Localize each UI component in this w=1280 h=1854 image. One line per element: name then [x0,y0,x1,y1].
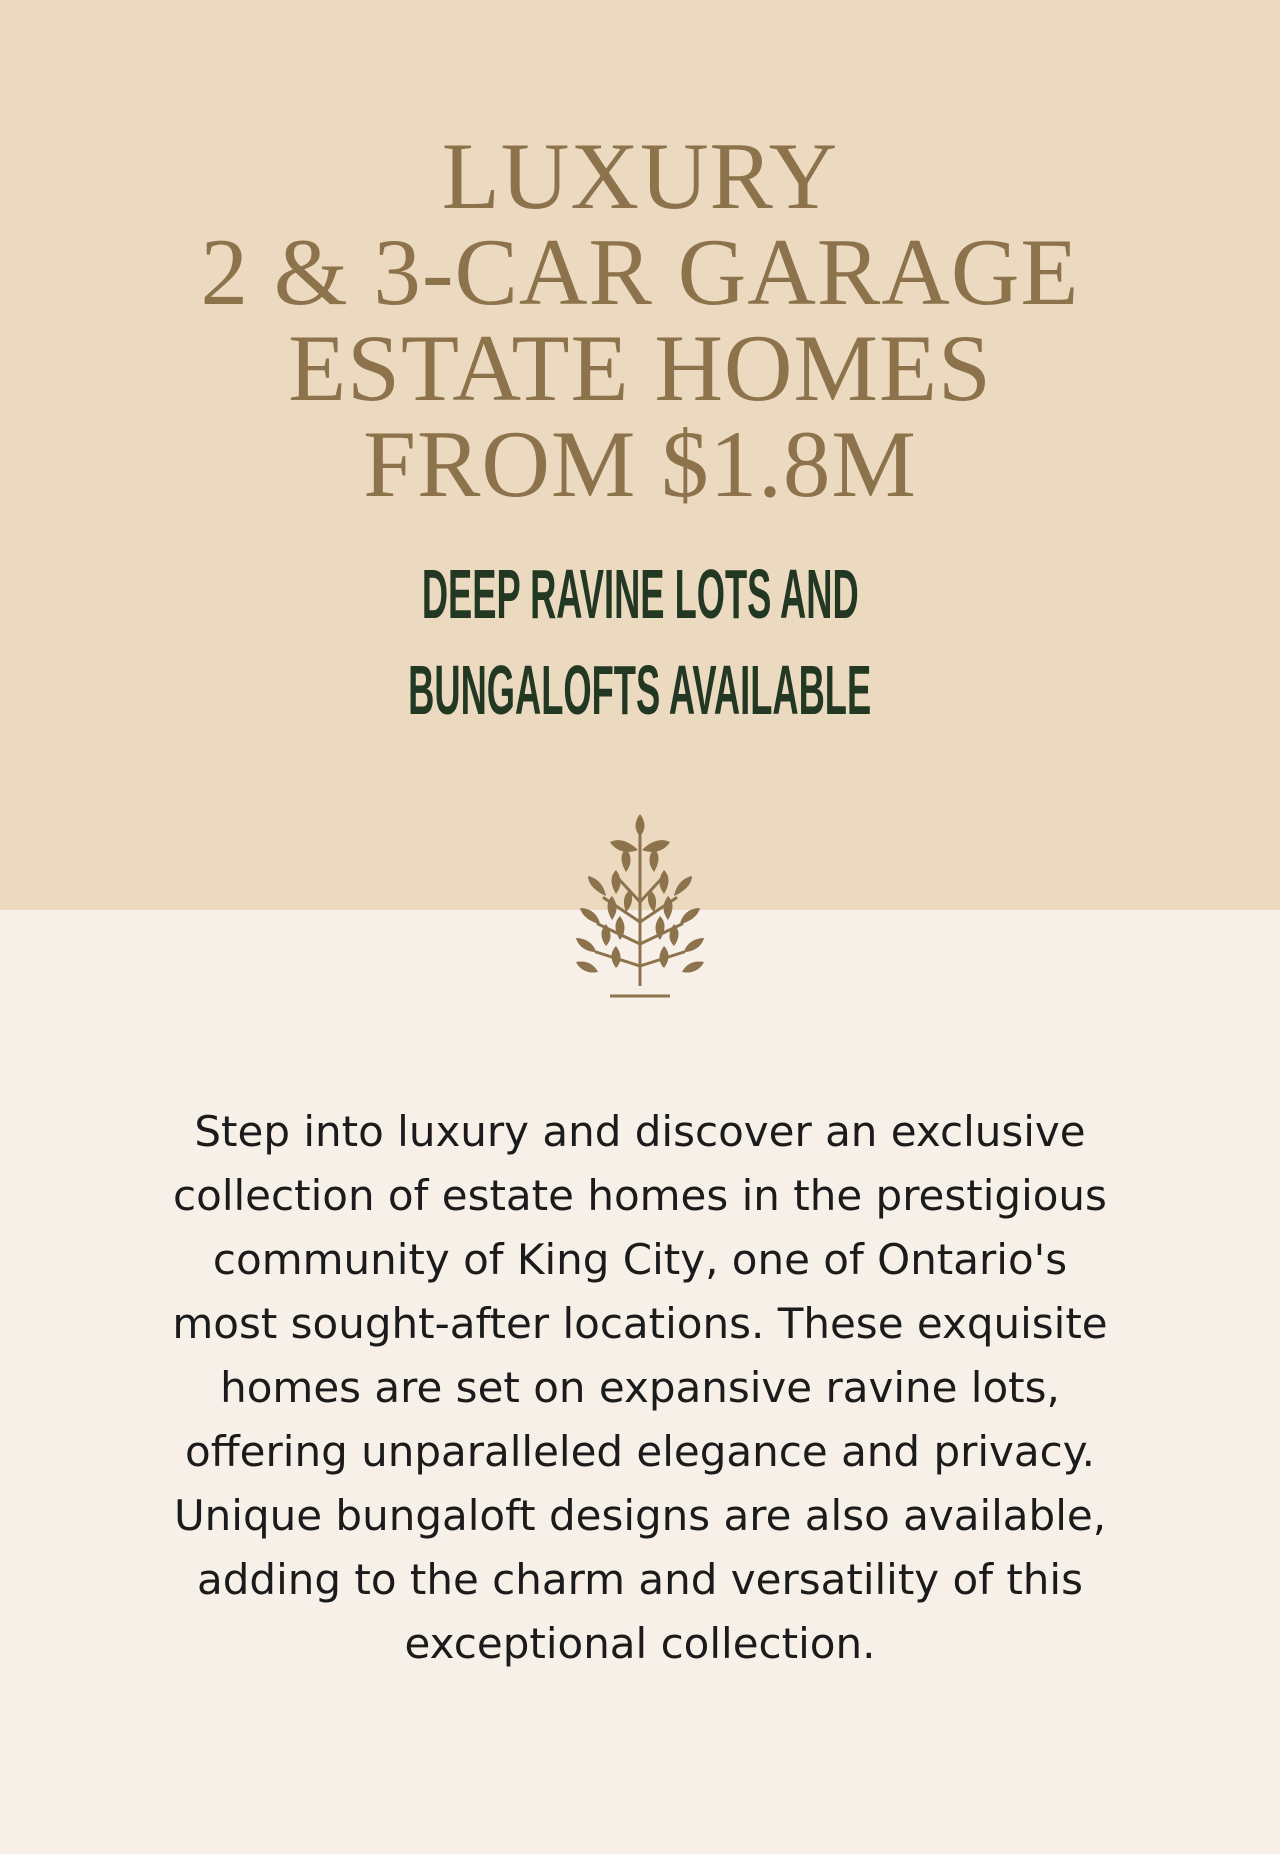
hero-subheading-line: DEEP RAVINE LOTS AND [421,555,859,633]
tree-icon [576,812,704,1002]
hero-heading-line: LUXURY [441,123,839,229]
description-line: offering unparalleled elegance and privacy. [185,1427,1095,1476]
description-line: community of King City, one of Ontario's [212,1235,1068,1284]
description-line: exceptional collection. [404,1619,876,1668]
description-line: adding to the charm and versatility of this [197,1555,1083,1604]
description-line: collection of estate homes in the prestigious [173,1171,1107,1220]
hero-subheading [0,546,1280,738]
hero-heading-line: 2 & 3-CAR GARAGE [200,219,1080,325]
description-paragraph [150,1100,1130,1676]
hero-heading-line: ESTATE HOMES [288,315,992,421]
hero-heading-line: FROM $1.8M [363,411,917,517]
description-line: most sought-after locations. These exquisite [172,1299,1108,1348]
hero-subheading-line: BUNGALOFTS AVAILABLE [408,651,872,729]
hero-section [0,0,1280,910]
description-line: Step into luxury and discover an exclusive [194,1107,1086,1156]
description-line: homes are set on expansive ravine lots, [220,1363,1060,1412]
hero-heading [0,123,1280,517]
description-line: Unique bungaloft designs are also available, [173,1491,1107,1540]
